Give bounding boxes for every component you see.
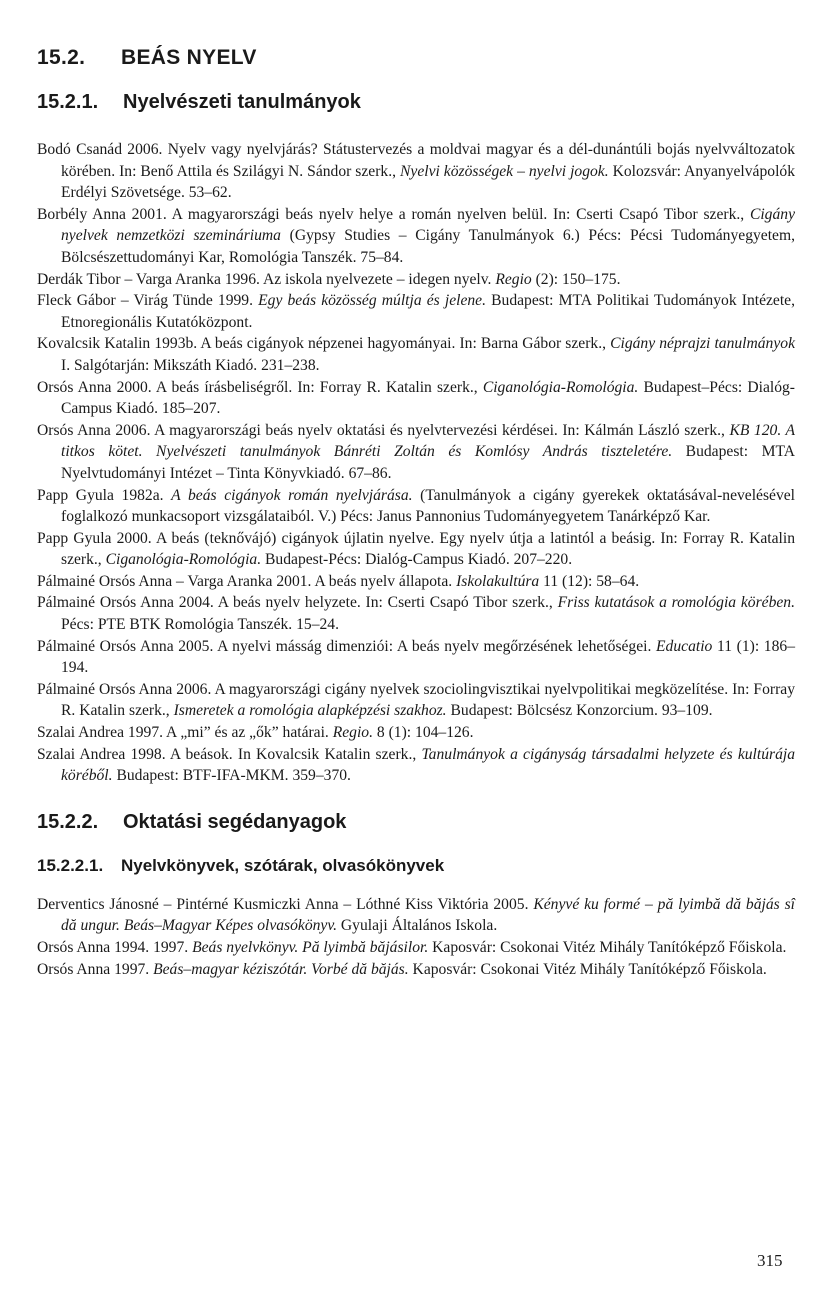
reference-title: Ciganológia-Romológia. [105, 551, 262, 569]
reference-publication: I. Salgótarján: Mikszáth Kiadó. 231–238. [61, 356, 320, 374]
reference-publication: (2): 150–175. [531, 270, 621, 288]
reference-entry [37, 592, 795, 635]
reference-text: Pálmainé Orsós Anna 2005. A nyelvi másság dimenziói: A beás nyelv megőrzésének lehetőségei. [37, 637, 657, 655]
reference-publication: Budapest-Pécs: Dialóg-Campus Kiadó. 207–220. [261, 551, 573, 569]
section-number: 15.2.1. [37, 91, 99, 113]
reference-entry [37, 139, 795, 204]
reference-text: Orsós Anna 2006. A magyarországi beás nyelv oktatási és nyelvtervezési kérdései. In: Kálmán László szerk., [37, 421, 730, 439]
reference-entry [37, 485, 795, 528]
reference-publication: Budapest: Bölcsész Konzorcium. 93–109. [446, 702, 713, 720]
reference-publication: 11 (1): 186–194. [61, 637, 795, 677]
reference-title: Friss kutatások a romológia körében. [557, 594, 795, 612]
reference-publication: Pécs: PTE BTK Romológia Tanszék. 15–24. [61, 616, 339, 634]
reference-publication: Budapest: MTA Nyelvtudományi Intézet – Tinta Könyvkiadó. 67–86. [61, 443, 795, 482]
section-title: Nyelvészeti tanulmányok [123, 91, 361, 113]
reference-text: Papp Gyula 2000. A beás (teknővájó) cigányok újlatin nyelve. Egy nyelv útja a latintól a beásig. In: Forray R. Katalin szerk., [37, 529, 795, 569]
page-body [37, 46, 795, 980]
reference-publication: (Tanulmányok a cigány gyerekek oktatásával-nevelésével foglalkozó munkacsoport vizsgálataiból. V.) Pécs: Janus Pannonius Tudományegyetem Tanárképző Kar. [61, 486, 796, 526]
reference-text: Derventics Jánosné – Pintérné Kusmiczki Anna – Lóthné Kiss Viktória 2005. [37, 895, 534, 913]
reference-title: A beás cigányok román nyelvjárása. [171, 486, 413, 504]
reference-title: Regio [495, 270, 532, 288]
reference-entry [37, 722, 795, 744]
reference-title: Beás–magyar kéziszótár. Vorbé dă băjás. [153, 960, 409, 978]
reference-entry [37, 377, 795, 420]
main-heading [37, 46, 795, 70]
reference-entry [37, 679, 795, 722]
section-heading-teaching-materials [37, 811, 795, 834]
reference-text: Orsós Anna 1994. 1997. [37, 939, 193, 956]
reference-title: Educatio [656, 637, 713, 655]
reference-title: Cigány néprajzi tanulmányok [610, 335, 795, 353]
reference-title: Ismeretek a romológia alapképzési szakhoz. [173, 702, 447, 720]
section-number: 15.2.2. [37, 810, 99, 833]
reference-publication: (Gypsy Studies – Cigány Tanulmányok 6.) Pécs: Pécsi Tudományegyetem, Bölcsészettudományi Kar, Romológia Tanszék. 75–84. [61, 227, 795, 266]
reference-text: Borbély Anna 2001. A magyarországi beás nyelv helye a román nyelven belül. In: Cserti Csapó Tibor szerk., [37, 205, 750, 223]
main-heading-number: 15.2. [37, 46, 86, 69]
reference-publication: Budapest: MTA Politikai Tudományok Intézete, Etnoregionális Kutatóközpont. [61, 292, 795, 331]
reference-text: Pálmainé Orsós Anna 2006. A magyarországi cigány nyelvek szociolingvisztikai nyelvpolitikai megközelítése. In: Forray R. Katalin szerk., [37, 680, 795, 720]
subsection-heading-textbooks [37, 856, 795, 876]
subsection-number: 15.2.2.1. [37, 855, 104, 875]
reference-entry [37, 744, 795, 787]
reference-title: Kényvé ku formé – pă lyimbă dă băjás sî dă ungur. Beás–Magyar Képes olvasókönyv. [61, 895, 795, 935]
reference-title: Beás nyelvkönyv. Pă lyimbă băjásilor. [192, 939, 429, 956]
reference-text: Orsós Anna 2000. A beás írásbeliségről. In: Forray R. Katalin szerk., [37, 378, 483, 396]
reference-entry [37, 959, 795, 981]
reference-text: Derdák Tibor – Varga Aranka 1996. Az iskola nyelvezete – idegen nyelv. [37, 270, 496, 288]
reference-entry [37, 894, 795, 937]
reference-entry [37, 528, 795, 571]
reference-title: Egy beás közösség múltja és jelene. [258, 292, 487, 310]
reference-publication: Kaposvár: Csokonai Vitéz Mihály Tanítóképző Főiskola. [428, 939, 787, 956]
reference-text: Kovalcsik Katalin 1993b. A beás cigányok népzenei hagyományai. In: Barna Gábor szerk., [37, 335, 611, 353]
section-heading-linguistic-studies [37, 91, 795, 114]
reference-entry [37, 420, 795, 485]
reference-publication: 11 (12): 58–64. [539, 572, 640, 590]
reference-title: KB 120. A titkos kötet. Nyelvészeti tanulmányok Bánréti Zoltán és Komlósy András tiszteletére. [61, 421, 796, 461]
reference-entry [37, 269, 795, 291]
reference-text: Fleck Gábor – Virág Tünde 1999. [37, 292, 259, 310]
reference-entry [37, 290, 795, 333]
section-title: Oktatási segédanyagok [123, 810, 347, 833]
reference-title: Cigány nyelvek nemzetközi szemináriuma [61, 205, 795, 245]
reference-list-textbooks [37, 894, 795, 980]
main-heading-title: BEÁS NYELV [121, 46, 257, 69]
reference-text: Szalai Andrea 1998. A beások. In Kovalcsik Katalin szerk., [37, 745, 422, 763]
subsection-title: Nyelvkönyvek, szótárak, olvasókönyvek [121, 855, 445, 875]
reference-publication: Budapest: BTF-IFA-MKM. 359–370. [112, 767, 351, 785]
reference-text: Szalai Andrea 1997. A „mi” és az „ők” határai. [37, 724, 333, 742]
reference-text: Pálmainé Orsós Anna – Varga Aranka 2001. A beás nyelv állapota. [37, 572, 457, 590]
reference-publication: Gyulaji Általános Iskola. [337, 917, 498, 935]
reference-entry [37, 204, 795, 269]
reference-entry [37, 333, 795, 376]
reference-text: Pálmainé Orsós Anna 2004. A beás nyelv helyzete. In: Cserti Csapó Tibor szerk., [37, 594, 558, 612]
reference-text: Papp Gyula 1982a. [37, 486, 172, 504]
reference-publication: Kolozsvár: Anyanyelvápolók Erdélyi Szövetsége. 53–62. [61, 162, 795, 202]
reference-title: Tanulmányok a cigányság társadalmi helyzete és kultúrája köréből. [61, 745, 795, 785]
reference-title: Nyelvi közösségek – nyelvi jogok. [400, 162, 609, 180]
reference-publication: 8 (1): 104–126. [373, 724, 474, 742]
reference-text: Bodó Csanád 2006. Nyelv vagy nyelvjárás? Státustervezés a moldvai magyar és a dél-dunántúli bojás nyelvváltozatok körében. In: Benő Attila és Szilágyi N. Sándor szerk., [37, 141, 795, 180]
reference-text: Orsós Anna 1997. [37, 960, 154, 978]
reference-title: Iskolakultúra [456, 572, 540, 590]
reference-entry [37, 636, 795, 679]
reference-publication: Budapest–Pécs: Dialóg-Campus Kiadó. 185–207. [61, 378, 795, 418]
reference-entry [37, 937, 795, 959]
page-number: 315 [757, 1251, 783, 1270]
reference-entry [37, 571, 795, 593]
reference-publication: Kaposvár: Csokonai Vitéz Mihály Tanítóképző Főiskola. [408, 960, 767, 978]
reference-title: Ciganológia-Romológia. [482, 378, 639, 396]
reference-title: Regio. [332, 724, 374, 742]
reference-list-linguistic [37, 139, 795, 787]
